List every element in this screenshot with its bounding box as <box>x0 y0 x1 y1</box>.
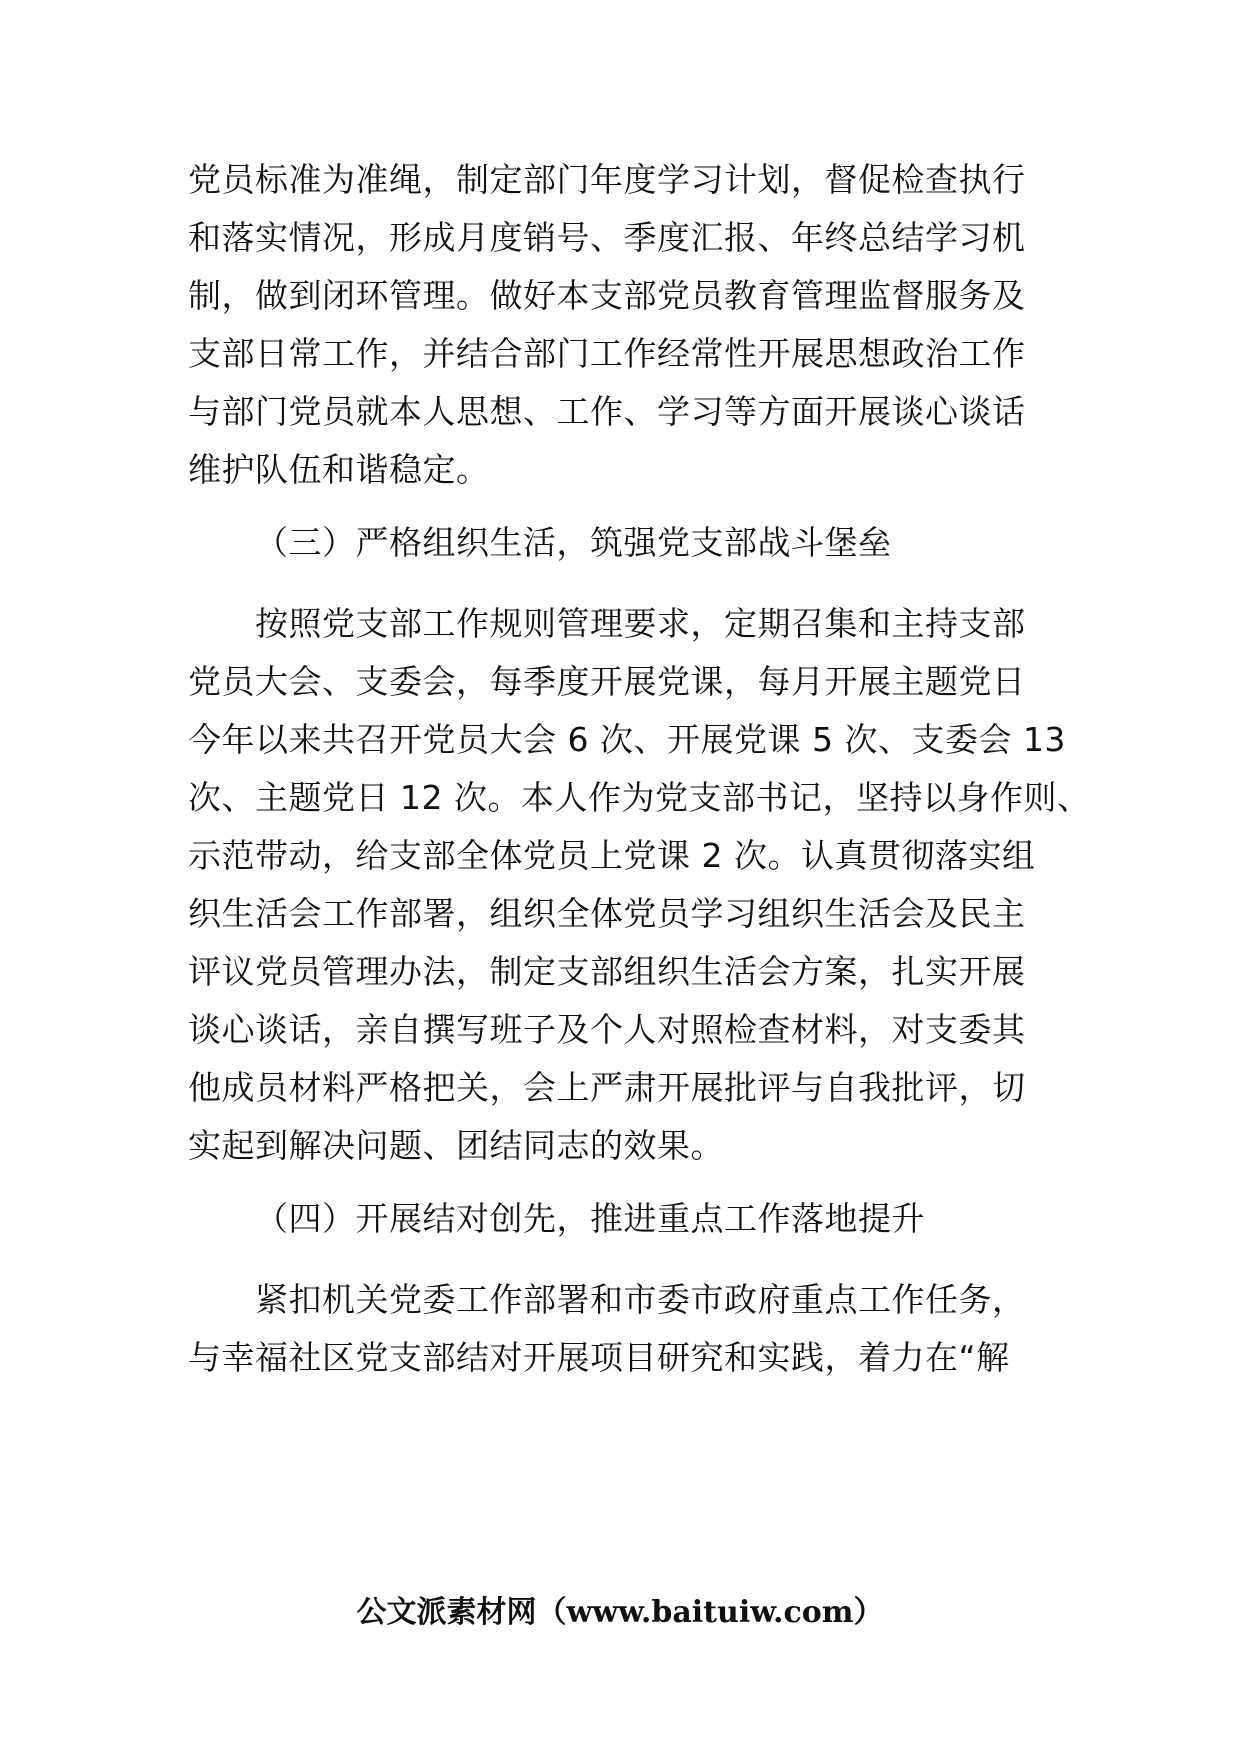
body-text-line: 与部门党员就本人思想、工作、学习等方面开展谈心谈话 <box>188 392 1026 431</box>
body-text-line: 维护队伍和谐稳定。 <box>188 450 490 489</box>
section-heading-3: （三）严格组织生活，筑强党支部战斗堡垒 <box>255 523 892 562</box>
body-text-line: 党员标准为准绳，制定部门年度学习计划，督促检查执行 <box>188 160 1026 199</box>
body-text-line: 示范带动，给支部全体党员上党课 2 次。认真贯彻落实组 <box>188 836 1036 875</box>
body-text-line: 党员大会、支委会，每季度开展党课，每月开展主题党日 <box>188 662 1026 701</box>
body-text-line: 按照党支部工作规则管理要求，定期召集和主持支部 <box>255 604 1026 643</box>
body-text-line: 紧扣机关党委工作部署和市委市政府重点工作任务， <box>255 1280 1026 1319</box>
footer-watermark: 公文派素材网（www.baituiw.com） <box>356 1595 884 1630</box>
body-text-line: 织生活会工作部署，组织全体党员学习组织生活会及民主 <box>188 894 1026 933</box>
section-heading-4: （四）开展结对创先，推进重点工作落地提升 <box>255 1199 925 1238</box>
body-text-line: 次、主题党日 12 次。本人作为党支部书记，坚持以身作则、 <box>188 778 1091 817</box>
body-text-line: 他成员材料严格把关，会上严肃开展批评与自我批评，切 <box>188 1068 1026 1107</box>
body-text-line: 今年以来共召开党员大会 6 次、开展党课 5 次、支委会 13 <box>188 720 1066 759</box>
body-text-line: 评议党员管理办法，制定支部组织生活会方案，扎实开展 <box>188 952 1026 991</box>
body-text-line: 和落实情况，形成月度销号、季度汇报、年终总结学习机 <box>188 218 1026 257</box>
body-text-line: 支部日常工作，并结合部门工作经常性开展思想政治工作 <box>188 334 1026 373</box>
body-text-line: 实起到解决问题、团结同志的效果。 <box>188 1126 724 1165</box>
body-text-line: 谈心谈话，亲自撰写班子及个人对照检查材料，对支委其 <box>188 1010 1026 1049</box>
body-text-line: 制，做到闭环管理。做好本支部党员教育管理监督服务及 <box>188 276 1026 315</box>
body-text-line: 与幸福社区党支部结对开展项目研究和实践，着力在“解 <box>188 1338 1010 1377</box>
